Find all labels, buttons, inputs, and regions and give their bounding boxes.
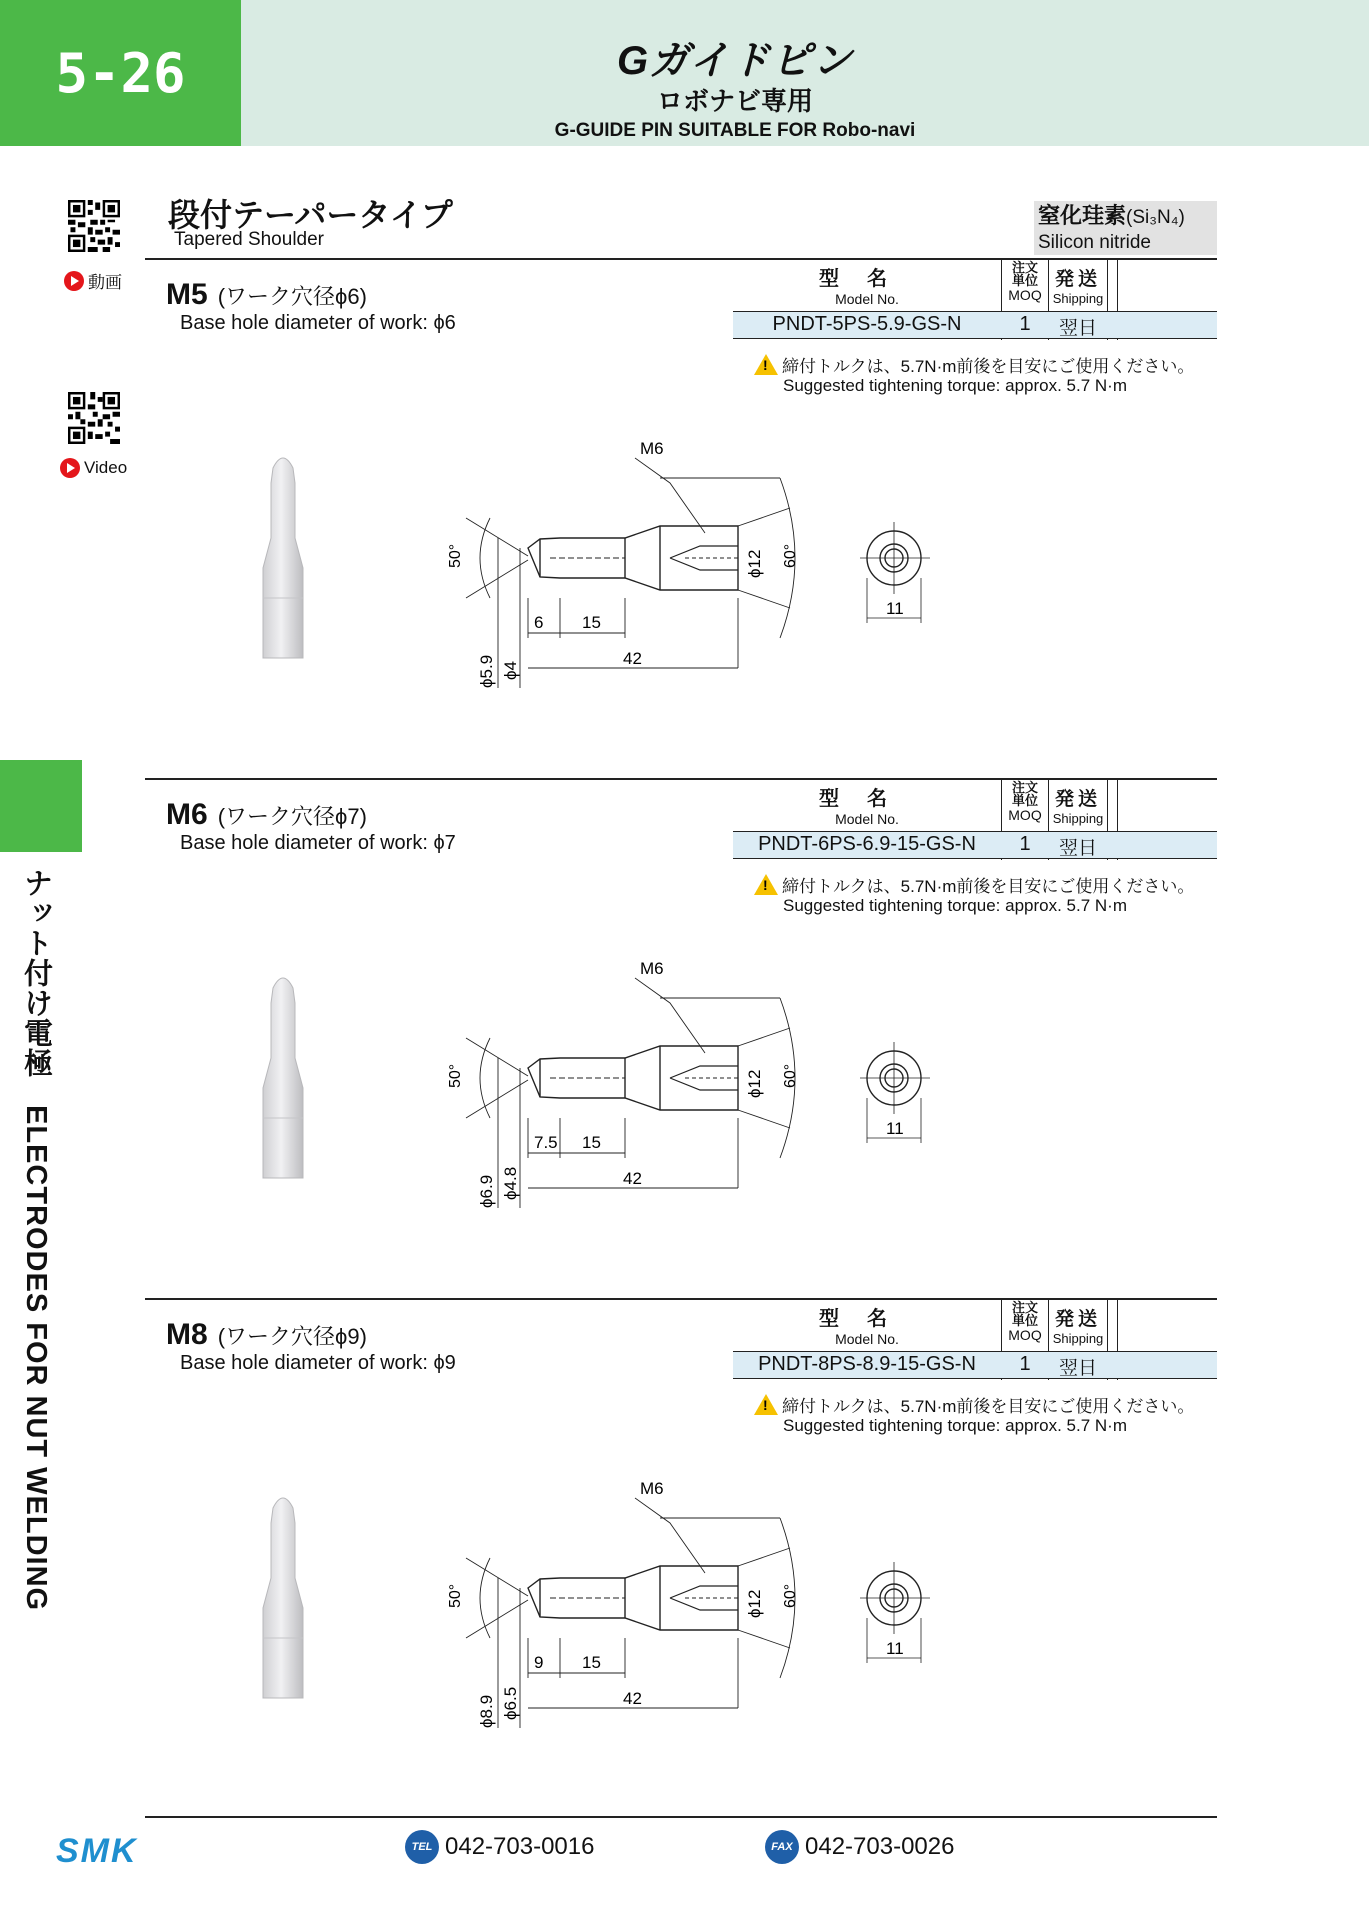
tel-icon: TEL	[405, 1830, 439, 1864]
product-logo: Gガイドピン	[617, 39, 853, 83]
model-header-en: Model No.	[835, 1331, 899, 1347]
fax-number: 042-703-0026	[805, 1833, 955, 1860]
tel-number: 042-703-0016	[445, 1833, 595, 1860]
model-header	[733, 778, 1001, 830]
torque-note-en: Suggested tightening torque: approx. 5.7 N·m	[783, 1416, 1127, 1435]
qr-code-icon[interactable]	[68, 200, 120, 252]
torque-note-en: Suggested tightening torque: approx. 5.7 N·m	[783, 376, 1127, 395]
model-header-jp: 型名	[819, 268, 915, 290]
model-header	[733, 1298, 1001, 1350]
side-label-jp: ナット付け電極	[20, 868, 52, 1078]
ship-header	[1049, 1298, 1107, 1350]
model-header-jp: 型名	[819, 788, 915, 810]
dim-total-length: 42	[623, 1169, 642, 1188]
warning-icon	[754, 354, 778, 375]
side-label-en: ELECTRODES FOR NUT WELDING	[20, 1105, 52, 1612]
dim-angle-tip: 50°	[447, 1583, 464, 1608]
dim-tip-length: 9	[534, 1653, 544, 1672]
dim-angle-cone: 60°	[782, 1063, 799, 1088]
torque-note-jp	[754, 872, 1194, 897]
material-en: Silicon nitride	[1038, 232, 1151, 253]
model-number[interactable]: PNDT-8PS-8.9-15-GS-N	[758, 1353, 976, 1375]
model-table	[733, 258, 1217, 340]
dim-outer-diameter: ϕ12	[745, 1589, 764, 1618]
ship-header-jp: 発送	[1054, 789, 1101, 810]
ship-header-en: Shipping	[1052, 291, 1104, 306]
moq-header-en: MOQ	[1008, 807, 1042, 823]
model-header-en: Model No.	[835, 291, 899, 307]
end-view-drawing	[860, 1548, 950, 1668]
type-title-jp: 段付テーパータイプ	[168, 197, 453, 233]
dim-angle-cone: 60°	[782, 543, 799, 568]
moq-header	[1002, 258, 1048, 310]
dim-total-length: 42	[623, 649, 642, 668]
video-label-jp: 動画	[88, 273, 122, 292]
product-section-m6	[0, 778, 1369, 1278]
thread-size: M6	[166, 798, 208, 831]
torque-note-en: Suggested tightening torque: approx. 5.7 N·m	[783, 896, 1127, 915]
shipping-value: 翌日	[1058, 838, 1097, 859]
product-section-m8	[0, 1298, 1369, 1798]
dim-shaft-length: 15	[582, 1653, 601, 1672]
thread-size: M5	[166, 278, 208, 311]
hole-diameter-jp: (ワーク穴径ϕ9)	[217, 1324, 367, 1349]
torque-note-jp-text: 締付トルクは、5.7N·m前後を目安にご使用ください。	[782, 877, 1195, 896]
hole-diameter-en: Base hole diameter of work: ϕ9	[180, 1352, 456, 1374]
moq-header-en: MOQ	[1008, 287, 1042, 303]
tel-contact[interactable]	[405, 1830, 594, 1864]
dim-angle-cone: 60°	[782, 1583, 799, 1608]
section-size-title	[166, 1318, 367, 1352]
model-table	[733, 1298, 1217, 1380]
hole-diameter-en: Base hole diameter of work: ϕ6	[180, 312, 456, 334]
moq-header-jp: 注文単位	[1011, 260, 1038, 288]
ship-header	[1049, 258, 1107, 310]
product-section-m5	[0, 258, 1369, 758]
section-size-title	[166, 278, 367, 312]
moq-header-jp: 注文単位	[1011, 780, 1038, 808]
side-view-drawing	[370, 958, 890, 1218]
dim-hex-width: 11	[886, 599, 904, 618]
section-size-title	[166, 798, 367, 832]
dim-tip-diameter: ϕ5.9	[477, 654, 496, 688]
model-header-jp: 型名	[819, 1308, 915, 1330]
pin-photo	[243, 448, 323, 668]
warning-icon	[754, 874, 778, 895]
dim-outer-diameter: ϕ12	[745, 549, 764, 578]
footer-rule	[145, 1816, 1217, 1818]
model-header	[733, 258, 1001, 310]
dim-thread: M6	[640, 959, 664, 978]
dim-angle-tip: 50°	[447, 543, 464, 568]
type-title-en: Tapered Shoulder	[174, 229, 324, 250]
material-formula: (Si₃N₄)	[1126, 207, 1185, 228]
side-view-drawing	[370, 438, 890, 698]
model-number[interactable]: PNDT-6PS-6.9-15-GS-N	[758, 833, 976, 855]
ship-header-en: Shipping	[1052, 1331, 1104, 1346]
side-view-drawing	[370, 1478, 890, 1738]
end-view-drawing	[860, 1028, 950, 1148]
moq-header-en: MOQ	[1008, 1327, 1042, 1343]
ship-header-en: Shipping	[1052, 811, 1104, 826]
dim-angle-tip: 50°	[447, 1063, 464, 1088]
hole-diameter-jp: (ワーク穴径ϕ7)	[217, 804, 367, 829]
pin-photo	[243, 968, 323, 1188]
shipping-value: 翌日	[1058, 1358, 1097, 1379]
moq-header-jp: 注文単位	[1011, 1300, 1038, 1328]
fax-contact[interactable]	[765, 1830, 954, 1864]
shipping-value: 翌日	[1058, 318, 1097, 339]
moq-value: 1	[1019, 833, 1031, 855]
dim-tip-length: 6	[534, 613, 544, 632]
moq-header	[1002, 1298, 1048, 1350]
page-number: 5-26	[0, 0, 241, 146]
moq-value: 1	[1019, 313, 1031, 335]
moq-value: 1	[1019, 1353, 1031, 1375]
fax-icon: FAX	[765, 1830, 799, 1864]
dim-outer-diameter: ϕ12	[745, 1069, 764, 1098]
warning-icon	[754, 1394, 778, 1415]
torque-note-jp	[754, 1392, 1194, 1417]
ship-header	[1049, 778, 1107, 830]
end-view-drawing	[860, 508, 950, 628]
ship-header-jp: 発送	[1054, 269, 1101, 290]
dim-neck-diameter: ϕ4.8	[501, 1166, 520, 1200]
ship-header-jp: 発送	[1054, 1309, 1101, 1330]
torque-note-jp	[754, 352, 1194, 377]
dim-shaft-length: 15	[582, 1133, 601, 1152]
side-category-label	[16, 868, 57, 1611]
torque-note-jp-text: 締付トルクは、5.7N·m前後を目安にご使用ください。	[782, 1397, 1195, 1416]
video-label-en: Video	[84, 458, 128, 477]
dim-hex-width: 11	[886, 1119, 904, 1138]
material-box	[1034, 201, 1217, 255]
dim-thread: M6	[640, 439, 664, 458]
dim-hex-width: 11	[886, 1639, 904, 1658]
dim-tip-length: 7.5	[534, 1133, 558, 1152]
dim-neck-diameter: ϕ6.5	[501, 1686, 520, 1720]
torque-note-jp-text: 締付トルクは、5.7N·m前後を目安にご使用ください。	[782, 357, 1195, 376]
header-subtitle-en: G-GUIDE PIN SUITABLE FOR Robo-navi	[554, 120, 916, 141]
dim-total-length: 42	[623, 1689, 642, 1708]
thread-size: M8	[166, 1318, 208, 1351]
dim-thread: M6	[640, 1479, 664, 1498]
model-table	[733, 778, 1217, 860]
dim-shaft-length: 15	[582, 613, 601, 632]
company-logo: SMK	[56, 1832, 138, 1870]
header-subtitle-jp: ロボナビ専用	[656, 86, 813, 116]
model-number[interactable]: PNDT-5PS-5.9-GS-N	[772, 313, 962, 335]
hole-diameter-jp: (ワーク穴径ϕ6)	[217, 284, 367, 309]
dim-neck-diameter: ϕ4	[501, 661, 520, 680]
dim-tip-diameter: ϕ6.9	[477, 1174, 496, 1208]
moq-header	[1002, 778, 1048, 830]
hole-diameter-en: Base hole diameter of work: ϕ7	[180, 832, 456, 854]
pin-photo	[243, 1488, 323, 1708]
side-tab	[0, 760, 82, 852]
dim-tip-diameter: ϕ8.9	[477, 1694, 496, 1728]
model-header-en: Model No.	[835, 811, 899, 827]
material-jp: 窒化珪素	[1038, 203, 1127, 228]
